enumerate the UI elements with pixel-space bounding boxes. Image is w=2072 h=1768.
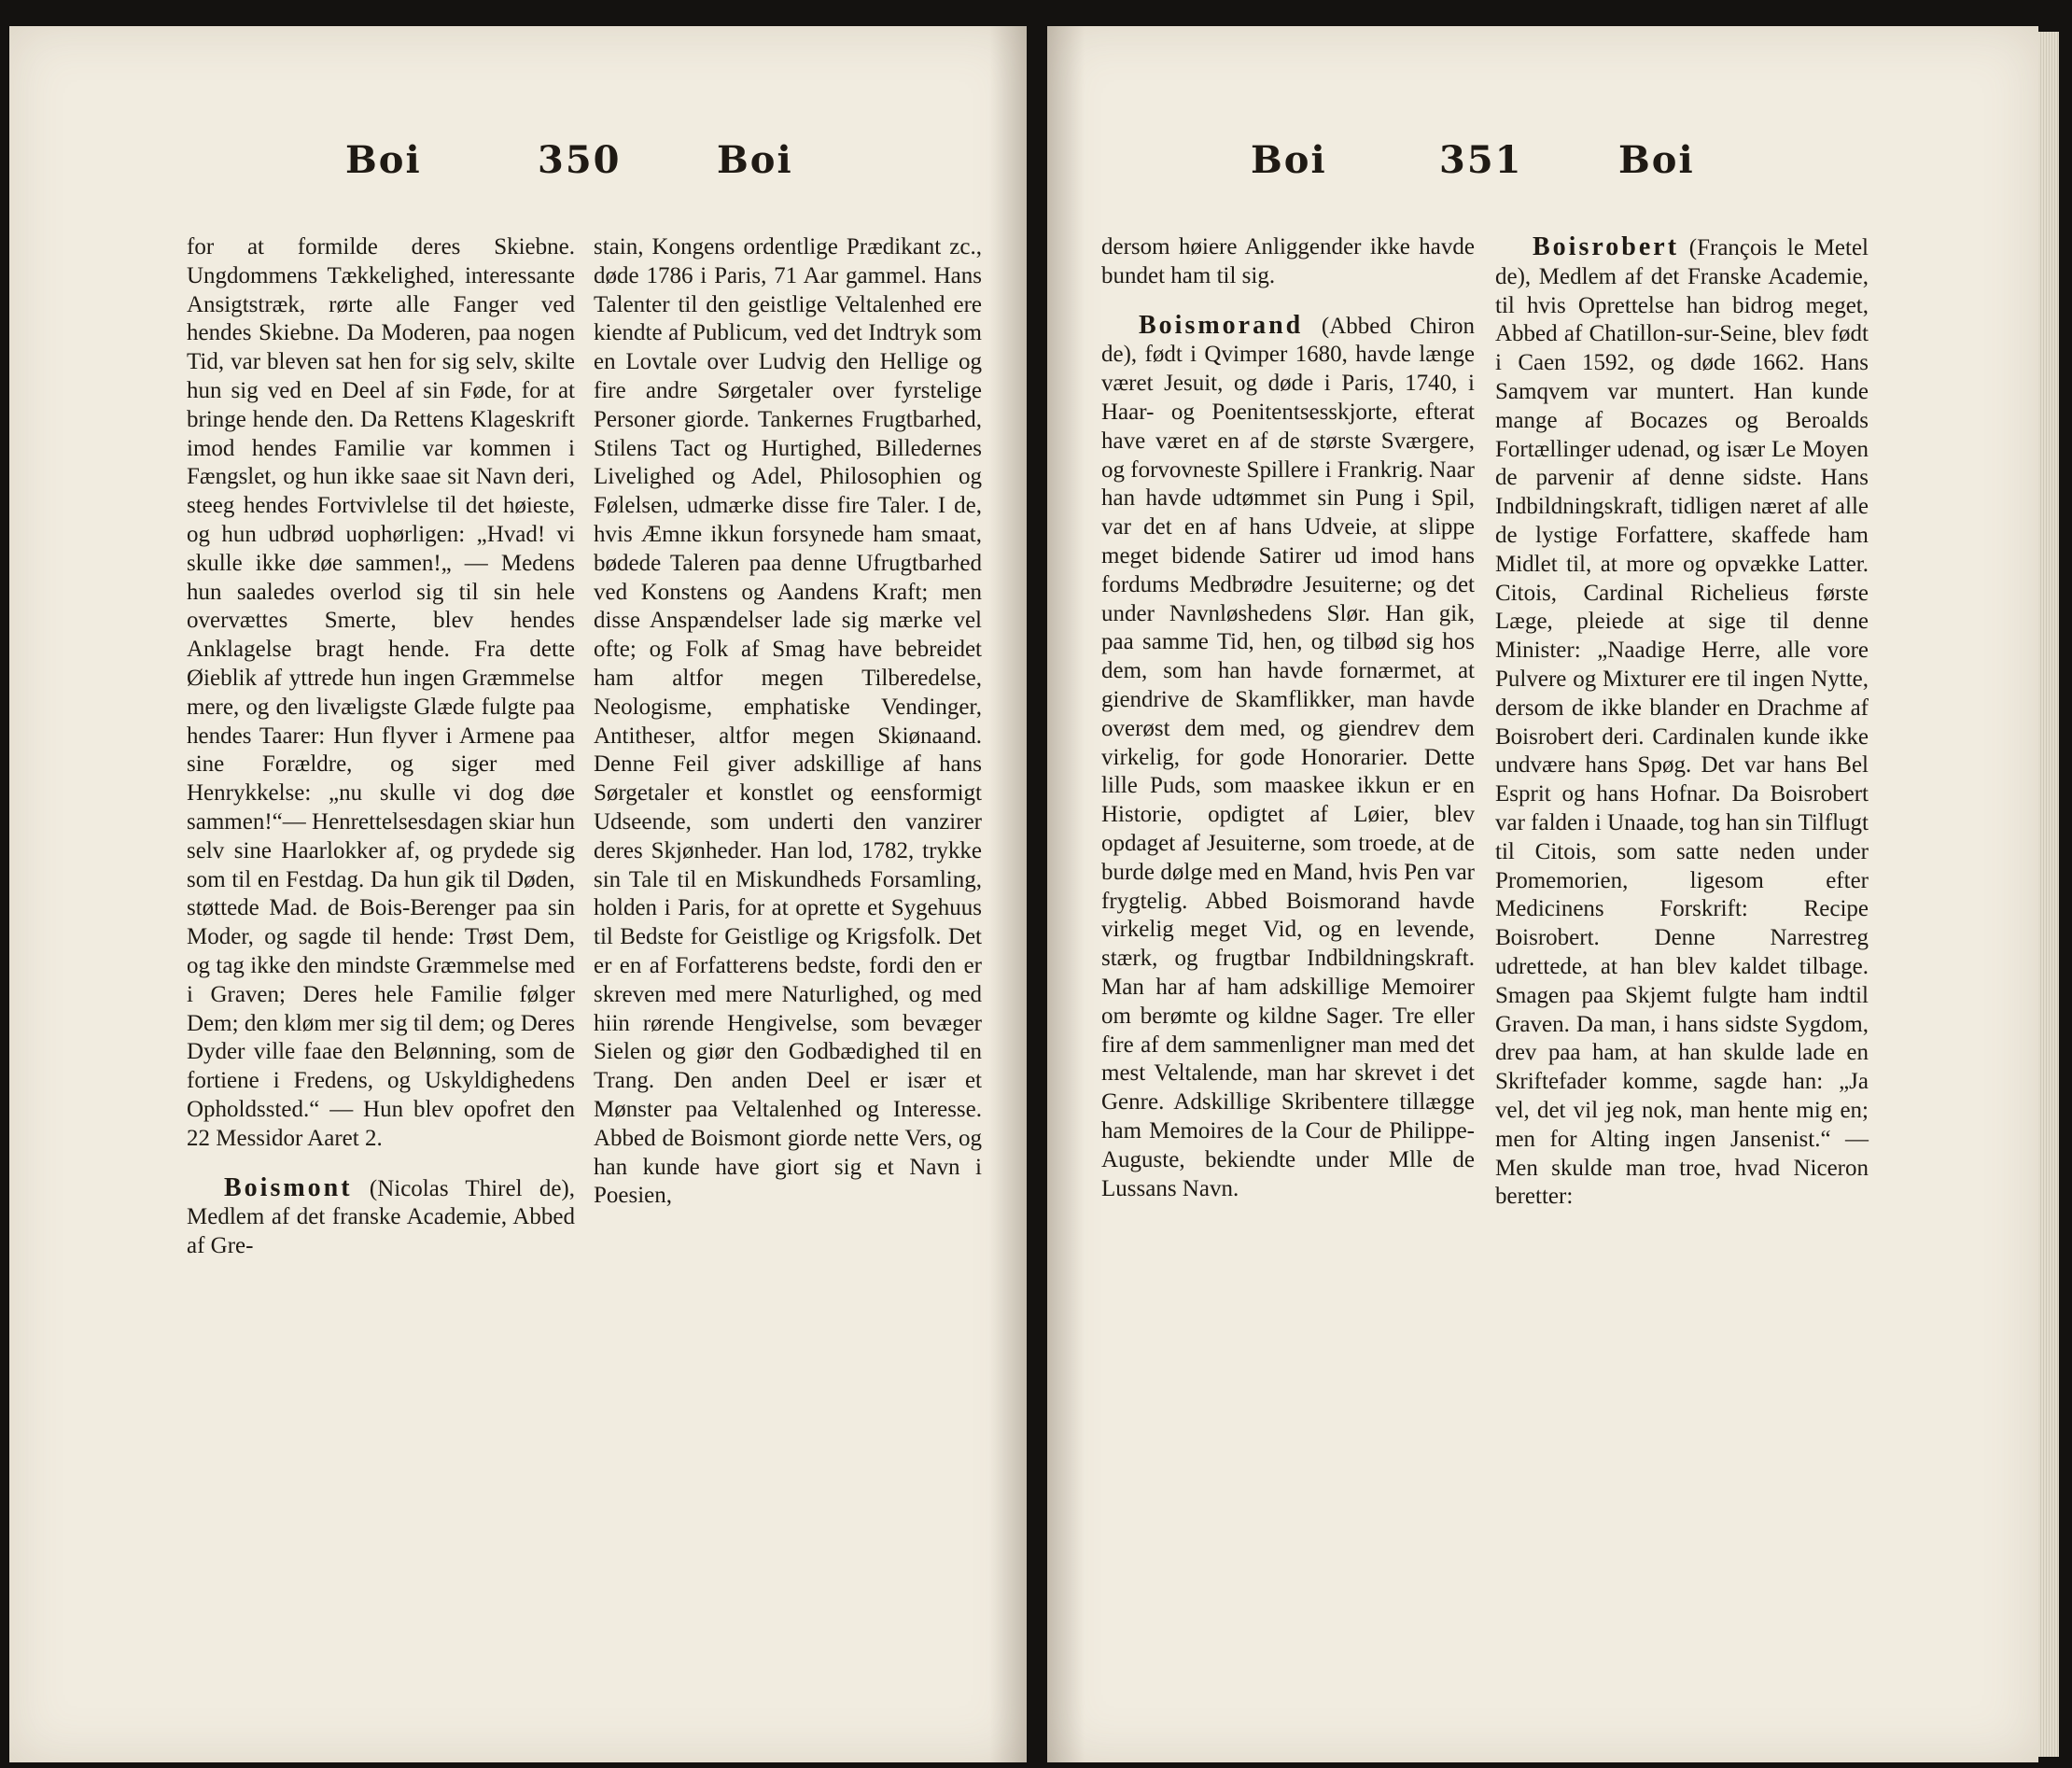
entry-boisrobert: [1495, 233, 1869, 1212]
entry-text: (Abbed Chiron de), født i Qvimper 1680, havde længe været Jesuit, og døde i Paris, 1740, i Haar- og Poenitentsesskjorte, efterat have været en af de største Sværgere, og forvovneste Spillere i Frankrig. Naar han havde udtømmet sin Pung i Spil, var det en af hans Udveie, at slippe meget bidende Satirer ud imod hans fordums Medbrødre Jesuiterne; og det under Navnløshedens Slør. Han gik, paa samme Tid, hen, og tilbød sig hos dem, som han havde fornærmet, at giendrive de Skamflikker, man havde overøst dem med, og giendrev dem virkelig, for gode Honorarier. Dette lille Puds, som maaskee ikkun er en Historie, opdigtet af Løier, blev opdaget af Jesuiterne, som troede, at de burde dølge med en Mand, hvis Pen var frygtelig. Abbed Boismorand havde virkelig meget Vid, og en levende, stærk, og frugtbar Indbildningskraft. Man har af ham adskillige Memoirer om berømte og kildne Sager. Tre eller fire af dem sammenligner man med det mest Veltalende, man har skrevet i det Genre. Adskillige Skribentere tillægge ham Memoires de la Cour de Philippe-Auguste, bekiendte under Mlle de Lussans Navn.: [1101, 313, 1475, 1201]
page-header-right: [1047, 138, 2038, 203]
entry-boismorand: [1101, 312, 1475, 1204]
header-left-word: Boi: [345, 138, 422, 182]
left-page-column-1: [187, 233, 575, 1261]
page-number: 351: [1439, 138, 1523, 182]
right-page-column-2: [1495, 233, 1869, 1212]
page-header-left: [9, 138, 1027, 203]
gutter-shadow: [1047, 26, 1085, 1762]
entry-text: (François le Metel de), Medlem af det Franske Academie, til hvis Oprettelse han bidrog meget, Abbed af Chatillon-sur-Seine, blev født i Caen 1592, og døde 1662. Hans Samqvem var muntert. Han kunde mange af Bocazes og Beroalds Fortællinger udenad, og især Le Moyen de parvenir af denne sidste. Hans Indbildningskraft, tidligen næret af alle de lystige Forfattere, skaffede ham Midlet til, at more og opvække Latter. Citois, Cardinal Richelieus første Læge, pleiede at sige til denne Minister: „Naadige Herre, alle vore Pulvere og Mixturer ere til ingen Nytte, dersom de ikke blander en Drachme af Boisrobert deri. Cardinalen kunde ikke undvære hans Spøg. Det var hans Bel Esprit og hans Hofnar. Da Boisrobert var falden i Unaade, tog han sin Tilflugt til Citois, som satte neden under Promemorien, ligesom efter Medicinens Forskrift: Recipe Boisrobert. Denne Narrestreg udrettede, at han blev kaldet tilbage. Smagen paa Skjemt fulgte ham indtil Graven. Da man, i hans sidste Sygdom, drev paa ham, at han skulde lade en Skriftefader komme, sagde han: „Ja vel, det vil jeg nok, man hente mig en; men for Alting ingen Jansenist.“ — Men skulde man troe, hvad Niceron beretter:: [1495, 235, 1869, 1210]
column-text: dersom høiere Anliggender ikke havde bundet ham til sig.: [1101, 234, 1475, 288]
entry-text: (Nicolas Thirel de), Medlem af det franske Academie, Abbed af Gre-: [187, 1175, 575, 1259]
header-right-word: Boi: [717, 138, 793, 182]
gutter-shadow: [989, 26, 1027, 1762]
headword: Boisrobert: [1533, 232, 1680, 261]
header-left-word: Boi: [1251, 138, 1327, 182]
column-text: for at formilde deres Skiebne. Ungdommens Tækkelighed, interessante Ansigtstræk, rørte alle Fanger ved hendes Skiebne. Da Moderen, paa nogen Tid, var bleven sat hen for sig selv, skilte hun sig ved en Deel af sin Føde, for at bringe hende den. Da Rettens Klageskrift imod hendes Familie var kommen i Fængslet, og hun ikke saae sit Navn deri, steeg hendes Fortvivlelse til det høieste, og hun udbrød uophørligen: „Hvad! vi skulle ikke døe sammen!„ — Medens hun saaledes overlod sig til sin hele overvættes Smerte, blev hendes Anklagelse bragt hende. Fra dette Øieblik af yttrede hun ingen Græmmelse mere, og den livæligste Glæde fulgte paa hendes Taarer: Hun flyver i Armene paa sine Forældre, og siger med Henrykkelse: „nu skulle vi dog døe sammen!“— Henrettelsesdagen skiar hun selv sine Haarlokker af, og prydede sig som til en Festdag. Da hun gik til Døden, støttede Mad. de Bois-Berenger paa sin Moder, og sagde til hende: Trøst Dem, og tag ikke den mindste Græmmelse med i Graven; Deres hele Familie følger Dem; den kløm mer sig til dem; og Deres Dyder ville faae den Belønning, som de fortiene i Fredens, og Uskyldighedens Opholdssted.“ — Hun blev opofret den 22 Messidor Aaret 2.: [187, 234, 575, 1151]
page-number: 350: [538, 138, 622, 182]
right-page: [1047, 26, 2038, 1762]
headword: Boismorand: [1139, 310, 1304, 340]
entry-boismont: [187, 1174, 575, 1261]
column-text: stain, Kongens ordentlige Prædikant zc., døde 1786 i Paris, 71 Aar gammel. Hans Talenter til den geistlige Veltalenhed ere kiendte af Publicum, ved det Indtryk som en Lovtale over Ludvig den Hellige og fire andre Sørgetaler over fyrstelige Personer giorde. Tankernes Frugtbarhed, Stilens Tact og Hurtighed, Billedernes Livelighed og Adel, Philosophien og Følelsen, udmærke disse fire Taler. I de, hvis Æmne ikkun forsynede ham smaat, bødede Taleren paa denne Ufrugtbarhed ved Konstens og Aandens Kraft; men disse Anspændelser lade sig mærke vel ofte; og Folk af Smag have bebreidet ham altfor megen Tilberedelse, Neologisme, emphatiske Vendinger, Antitheser, altfor megen Skiønaand. Denne Feil giver adskillige af hans Sørgetaler et konstlet og eensformigt Udseende, som underti den vanzirer deres Skjønheder. Han lod, 1782, trykke sin Tale til en Miskundheds Forsamling, holden i Paris, for at oprette et Sygehuus til Bedste for Geistlige og Krigsfolk. Det er en af Forfatterens bedste, fordi den er skreven med mere Naturlighed, og med hiin rørende Hengivelse, som bevæger Sielen og giør den Godbædighed til en Trang. Den anden Deel er især et Mønster paa Veltalenhed og Interesse. Abbed de Boismont giorde nette Vers, og han kunde have giort sig et Navn i Poesien,: [594, 234, 982, 1209]
left-page-column-2: [594, 233, 982, 1211]
left-page: [9, 26, 1027, 1762]
right-page-column-1: [1101, 233, 1475, 1203]
header-right-word: Boi: [1618, 138, 1695, 182]
headword: Boismont: [224, 1172, 353, 1202]
